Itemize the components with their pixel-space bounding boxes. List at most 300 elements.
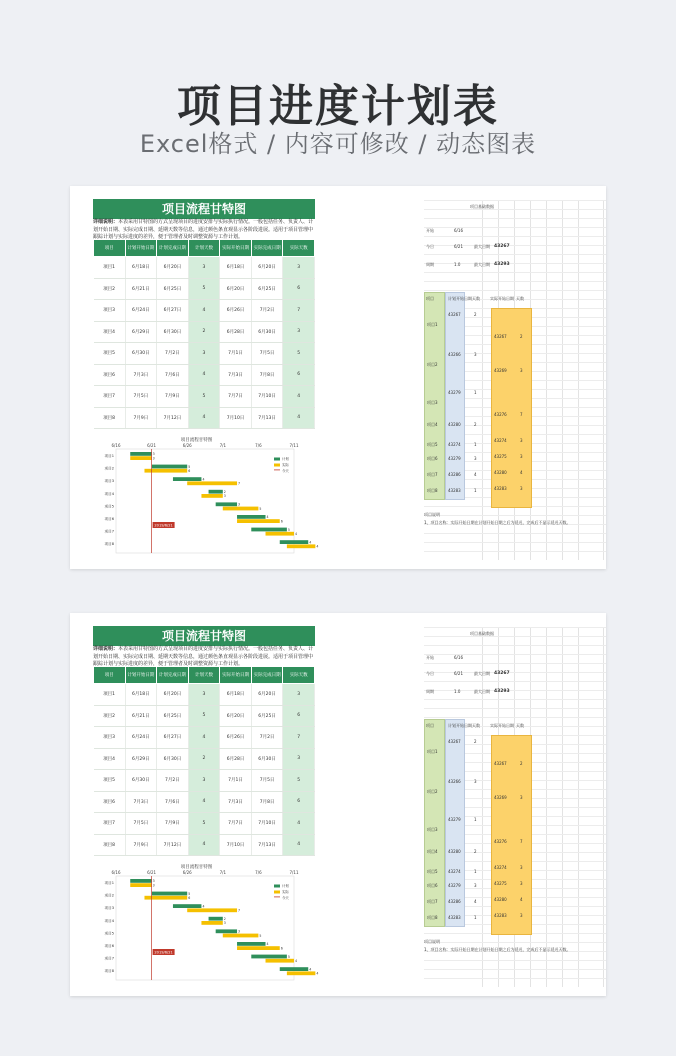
gantt-chart — [104, 436, 319, 556]
grid-line — [424, 708, 606, 709]
project-label[interactable]: 项目5 — [427, 442, 438, 447]
bar-value-label: 5 — [287, 954, 290, 959]
table-row — [94, 684, 315, 706]
grid-line — [424, 542, 606, 543]
actual-days-value[interactable]: 2 — [520, 761, 523, 766]
project-label[interactable]: 项目2 — [427, 362, 438, 367]
actual-days-value[interactable]: 3 — [520, 368, 523, 373]
max-value-2[interactable]: 43293 — [494, 262, 510, 267]
table-cell[interactable]: 7月7日 — [220, 386, 252, 408]
plan-days-value[interactable]: 4 — [474, 899, 477, 904]
today-label[interactable]: 今日 — [426, 244, 434, 249]
bar-plan — [237, 515, 265, 519]
table-cell[interactable]: 6月30日 — [125, 770, 157, 792]
table-cell[interactable]: 项目2 — [94, 278, 126, 300]
table-cell[interactable]: 项目7 — [94, 386, 126, 408]
table-cell[interactable]: 5 — [188, 705, 220, 727]
today-label: 2019/6/21 — [154, 523, 173, 528]
project-label[interactable]: 项目1 — [427, 322, 438, 327]
table-cell[interactable]: 7月7日 — [220, 813, 252, 835]
plan-start-value[interactable]: 43279 — [448, 456, 461, 461]
plan-days-value[interactable]: 2 — [474, 312, 477, 317]
table-cell[interactable]: 7月5日 — [251, 770, 283, 792]
category-label: 项目8 — [104, 542, 114, 547]
table-row — [94, 364, 315, 386]
start-value[interactable]: 6/16 — [454, 228, 463, 233]
bar-value-label: 6 — [188, 896, 191, 900]
plan-days-value[interactable]: 1 — [474, 390, 477, 395]
actual-days-value[interactable]: 3 — [520, 913, 523, 918]
right-header[interactable]: 天数 — [472, 723, 480, 728]
max-value[interactable]: 43267 — [494, 671, 510, 676]
table-cell[interactable]: 4 — [188, 834, 220, 856]
table-cell[interactable]: 6月21日 — [125, 278, 157, 300]
max-value-2[interactable]: 43293 — [494, 689, 510, 694]
plan-days-value[interactable]: 2 — [474, 739, 477, 744]
right-header[interactable]: 项目 — [426, 296, 434, 301]
today-label[interactable]: 今日 — [426, 671, 434, 676]
table-cell[interactable]: 7月9日 — [157, 386, 189, 408]
grid-line — [424, 551, 606, 552]
plan-start-value[interactable]: 43266 — [448, 352, 461, 357]
x-tick-label: 7/6 — [255, 443, 262, 448]
table-cell[interactable]: 7月3日 — [220, 791, 252, 813]
right-header[interactable]: 天数 — [516, 296, 524, 301]
note-title[interactable]: 项目说明 — [424, 939, 440, 944]
table-cell[interactable]: 5 — [188, 278, 220, 300]
start-value[interactable]: 6/16 — [454, 655, 463, 660]
plan-days-value[interactable]: 2 — [474, 422, 477, 427]
table-cell[interactable]: 4 — [283, 813, 315, 835]
legend-swatch — [274, 458, 280, 461]
table-cell[interactable]: 7月5日 — [251, 343, 283, 365]
table-cell[interactable]: 6月26日 — [220, 727, 252, 749]
table-cell[interactable]: 5 — [283, 770, 315, 792]
table-cell[interactable]: 项目8 — [94, 834, 126, 856]
table-cell[interactable]: 7月3日 — [220, 364, 252, 386]
plan-start-value[interactable]: 43274 — [448, 869, 461, 874]
table-cell[interactable]: 2 — [188, 321, 220, 343]
project-label[interactable]: 项目8 — [427, 915, 438, 920]
actual-start-value[interactable]: 43283 — [494, 913, 507, 918]
category-label: 项目3 — [104, 906, 114, 911]
table-cell[interactable]: 7月9日 — [125, 834, 157, 856]
plan-days-value[interactable]: 2 — [474, 849, 477, 854]
plan-start-value[interactable]: 43279 — [448, 883, 461, 888]
chart-title: 项目流程甘特图 — [180, 438, 213, 443]
max-label[interactable]: 最大日期 — [474, 262, 490, 267]
plan-start-value[interactable]: 43266 — [448, 779, 461, 784]
actual-start-value[interactable]: 43280 — [494, 897, 507, 902]
plan-start-value[interactable]: 43267 — [448, 739, 461, 744]
actual-start-value[interactable]: 43276 — [494, 839, 507, 844]
cycle-label[interactable]: 周期 — [426, 689, 434, 694]
grid-line — [424, 699, 606, 700]
table-cell[interactable]: 6 — [283, 791, 315, 813]
plan-days-value[interactable]: 3 — [474, 883, 477, 888]
table-cell[interactable]: 7月10日 — [220, 834, 252, 856]
table-cell[interactable]: 7月10日 — [220, 407, 252, 429]
table-row — [94, 278, 315, 300]
table-cell[interactable]: 5 — [188, 386, 220, 408]
cycle-value[interactable]: 1.0 — [454, 262, 461, 267]
table-cell[interactable]: 3 — [188, 257, 220, 279]
today-label: 2019/6/21 — [154, 950, 173, 955]
table-cell[interactable]: 7月3日 — [125, 791, 157, 813]
grid-line — [424, 969, 606, 970]
table-cell[interactable]: 7月1日 — [220, 770, 252, 792]
table-cell[interactable]: 6 — [283, 278, 315, 300]
plan-start-value[interactable]: 43286 — [448, 899, 461, 904]
bar-value-label: 5 — [188, 891, 191, 896]
table-cell[interactable]: 7月2日 — [157, 343, 189, 365]
table-cell[interactable]: 6月20日 — [220, 278, 252, 300]
table-cell[interactable]: 6月18日 — [125, 257, 157, 279]
bar-plan — [251, 528, 287, 532]
table-cell[interactable]: 6月27日 — [157, 300, 189, 322]
x-tick-label: 7/1 — [219, 443, 227, 448]
table-cell[interactable]: 5 — [188, 813, 220, 835]
right-title[interactable]: 项目基础数据 — [470, 631, 494, 636]
table-cell[interactable]: 3 — [188, 684, 220, 706]
table-cell[interactable]: 6月25日 — [157, 278, 189, 300]
plan-start-value[interactable]: 43274 — [448, 442, 461, 447]
project-label[interactable]: 项目5 — [427, 869, 438, 874]
table-cell[interactable]: 7月13日 — [251, 834, 283, 856]
table-cell[interactable]: 6月24日 — [125, 300, 157, 322]
table-cell[interactable]: 项目5 — [94, 770, 126, 792]
grid-line — [424, 663, 606, 664]
actual-start-value[interactable]: 43280 — [494, 470, 507, 475]
table-cell[interactable]: 6月25日 — [251, 705, 283, 727]
bar-value-label: 7 — [238, 481, 241, 486]
table-cell[interactable]: 7月13日 — [251, 407, 283, 429]
plan-start-value[interactable]: 43267 — [448, 312, 461, 317]
table-cell[interactable]: 4 — [188, 791, 220, 813]
actual-start-value[interactable]: 43276 — [494, 412, 507, 417]
table-row — [94, 834, 315, 856]
table-cell[interactable]: 7月3日 — [125, 364, 157, 386]
table-cell[interactable]: 6月27日 — [157, 727, 189, 749]
actual-start-value[interactable]: 43283 — [494, 486, 507, 491]
table-header-row — [94, 667, 315, 684]
table-cell[interactable]: 4 — [283, 386, 315, 408]
table-cell[interactable]: 6月25日 — [251, 278, 283, 300]
table-cell[interactable]: 7月10日 — [251, 386, 283, 408]
plan-days-value[interactable]: 1 — [474, 869, 477, 874]
actual-days-value[interactable]: 4 — [520, 470, 523, 475]
grid-line — [424, 227, 606, 228]
category-label: 项目4 — [104, 491, 114, 496]
grid-line — [424, 645, 606, 646]
bar-plan — [216, 929, 237, 933]
table-cell[interactable]: 6月30日 — [157, 748, 189, 770]
bar-actual — [187, 481, 237, 485]
bar-plan — [152, 464, 191, 469]
table-cell[interactable]: 6月30日 — [125, 343, 157, 365]
table-cell[interactable]: 6月28日 — [220, 748, 252, 770]
plan-start-value[interactable]: 43279 — [448, 817, 461, 822]
table-cell[interactable]: 7 — [283, 727, 315, 749]
actual-start-value[interactable]: 43267 — [494, 761, 507, 766]
actual-start-value[interactable]: 43275 — [494, 454, 507, 459]
table-cell[interactable]: 7月9日 — [157, 813, 189, 835]
table-cell[interactable]: 7月5日 — [125, 813, 157, 835]
table-cell[interactable]: 6月26日 — [220, 300, 252, 322]
note-text[interactable]: 1、项目名称：实际开始日期在计划开始日期之后为延迟，完成后不显示延迟天数。 — [424, 520, 571, 525]
table-row — [94, 727, 315, 749]
plan-days-value[interactable]: 1 — [474, 488, 477, 493]
grid-line — [424, 281, 606, 282]
plan-days-value[interactable]: 3 — [474, 779, 477, 784]
table-cell[interactable]: 7月9日 — [125, 407, 157, 429]
bar-value-label: 4 — [202, 477, 205, 482]
table-cell[interactable]: 4 — [283, 407, 315, 429]
table-cell[interactable]: 2 — [188, 748, 220, 770]
legend-label: 计划 — [282, 457, 289, 461]
actual-days-value[interactable]: 7 — [520, 412, 523, 417]
table-row — [94, 257, 315, 279]
table-cell[interactable]: 7月2日 — [251, 300, 283, 322]
table-cell[interactable]: 7 — [283, 300, 315, 322]
gantt-chart-svg — [104, 863, 319, 983]
actual-days-value[interactable]: 3 — [520, 795, 523, 800]
actual-days-value[interactable]: 3 — [520, 454, 523, 459]
actual-start-value[interactable]: 43267 — [494, 334, 507, 339]
right-header[interactable]: 计划开始日期 — [448, 296, 472, 301]
sheet-title: 项目流程甘特图 — [93, 199, 315, 219]
table-cell[interactable]: 4 — [188, 407, 220, 429]
plan-start-value[interactable]: 43280 — [448, 422, 461, 427]
actual-start-value[interactable]: 43275 — [494, 881, 507, 886]
actual-days-value[interactable]: 2 — [520, 334, 523, 339]
table-cell[interactable]: 6月20日 — [220, 705, 252, 727]
note-text[interactable]: 1、项目名称：实际开始日期在计划开始日期之后为延迟，完成后不显示延迟天数。 — [424, 947, 571, 952]
table-cell[interactable]: 4 — [283, 834, 315, 856]
bar-actual — [237, 519, 280, 523]
actual-start-value[interactable]: 43274 — [494, 438, 507, 443]
plan-days-value[interactable]: 3 — [474, 456, 477, 461]
table-header-row — [94, 240, 315, 257]
category-label: 项目4 — [104, 918, 114, 923]
start-label[interactable]: 开始 — [426, 228, 434, 233]
plan-days-value[interactable]: 1 — [474, 915, 477, 920]
table-cell[interactable]: 6月25日 — [157, 705, 189, 727]
column-header: 项目 — [94, 667, 126, 684]
max-value[interactable]: 43267 — [494, 244, 510, 249]
table-cell[interactable]: 6月18日 — [220, 257, 252, 279]
table-cell[interactable]: 6月21日 — [125, 705, 157, 727]
grid-line — [424, 533, 606, 534]
hero-title: 项目进度计划表 — [177, 81, 499, 132]
table-cell[interactable]: 项目6 — [94, 364, 126, 386]
plan-start-value[interactable]: 43283 — [448, 488, 461, 493]
right-header[interactable]: 实际开始日期 — [490, 296, 514, 301]
table-cell[interactable]: 项目8 — [94, 407, 126, 429]
legend-swatch — [274, 885, 280, 888]
today-value[interactable]: 6/21 — [454, 671, 463, 676]
grid-line — [424, 690, 606, 691]
table-cell[interactable]: 6月20日 — [157, 684, 189, 706]
table-row — [94, 321, 315, 343]
x-tick-label: 6/26 — [182, 443, 192, 448]
table-cell[interactable]: 项目3 — [94, 300, 126, 322]
actual-start-value[interactable]: 43269 — [494, 795, 507, 800]
table-cell[interactable]: 4 — [188, 727, 220, 749]
table-cell[interactable]: 项目4 — [94, 321, 126, 343]
table-cell[interactable]: 项目1 — [94, 257, 126, 279]
plan-days-value[interactable]: 1 — [474, 442, 477, 447]
plan-start-value[interactable]: 43279 — [448, 390, 461, 395]
actual-days-value[interactable]: 3 — [520, 438, 523, 443]
bar-value-label: 4 — [266, 515, 269, 520]
plan-days-value[interactable]: 1 — [474, 817, 477, 822]
table-cell[interactable]: 7月12日 — [157, 407, 189, 429]
table-cell[interactable]: 6 — [283, 705, 315, 727]
table-cell[interactable]: 7月10日 — [251, 813, 283, 835]
actual-days-value[interactable]: 3 — [520, 486, 523, 491]
x-tick-label: 7/11 — [289, 870, 299, 875]
column-header: 实际开始日期 — [220, 240, 252, 257]
table-cell[interactable]: 6月28日 — [220, 321, 252, 343]
right-data-sheet — [424, 627, 606, 987]
table-cell[interactable]: 7月1日 — [220, 343, 252, 365]
right-header[interactable]: 项目 — [426, 723, 434, 728]
table-cell[interactable]: 7月8日 — [251, 364, 283, 386]
table-cell[interactable]: 3 — [283, 748, 315, 770]
bar-plan — [152, 891, 191, 896]
table-cell[interactable]: 3 — [283, 257, 315, 279]
plan-start-value[interactable]: 43286 — [448, 472, 461, 477]
table-cell[interactable]: 6月20日 — [251, 684, 283, 706]
right-title[interactable]: 项目基础数据 — [470, 204, 494, 209]
legend-label: 实际 — [282, 463, 289, 467]
category-label: 项目3 — [104, 479, 114, 484]
plot-area — [116, 449, 294, 553]
table-cell[interactable]: 7月6日 — [157, 791, 189, 813]
table-cell[interactable]: 6月20日 — [251, 257, 283, 279]
table-cell[interactable]: 6 — [283, 364, 315, 386]
legend-swatch — [274, 464, 280, 467]
max-label[interactable]: 最大日期 — [474, 671, 490, 676]
project-label[interactable]: 项目4 — [427, 849, 438, 854]
table-cell[interactable]: 7月6日 — [157, 364, 189, 386]
table-cell[interactable]: 6月20日 — [157, 257, 189, 279]
table-cell[interactable]: 6月24日 — [125, 727, 157, 749]
cycle-label[interactable]: 周期 — [426, 262, 434, 267]
table-cell[interactable]: 7月2日 — [157, 770, 189, 792]
project-label[interactable]: 项目1 — [427, 749, 438, 754]
table-cell[interactable]: 项目4 — [94, 748, 126, 770]
bar-value-label: 5 — [188, 464, 191, 469]
actual-start-value[interactable]: 43274 — [494, 865, 507, 870]
max-label[interactable]: 最大日期 — [474, 689, 490, 694]
project-label[interactable]: 项目7 — [427, 899, 438, 904]
table-cell[interactable]: 7月2日 — [251, 727, 283, 749]
actual-days-value[interactable]: 7 — [520, 839, 523, 844]
table-cell[interactable]: 3 — [188, 770, 220, 792]
project-label[interactable]: 项目7 — [427, 472, 438, 477]
table-cell[interactable]: 项目7 — [94, 813, 126, 835]
actual-days-value[interactable]: 3 — [520, 865, 523, 870]
table-cell[interactable]: 3 — [188, 343, 220, 365]
sheet-title: 项目流程甘特图 — [93, 626, 315, 646]
column-header: 实际天数 — [283, 240, 315, 257]
project-label[interactable]: 项目3 — [427, 827, 438, 832]
grid-line — [424, 254, 606, 255]
bar-plan — [237, 942, 265, 946]
table-cell[interactable]: 项目5 — [94, 343, 126, 365]
cycle-value[interactable]: 1.0 — [454, 689, 461, 694]
table-cell[interactable]: 项目2 — [94, 705, 126, 727]
grid-line — [424, 636, 606, 637]
right-header[interactable]: 计划开始日期 — [448, 723, 472, 728]
actual-days-value[interactable]: 3 — [520, 881, 523, 886]
table-cell[interactable]: 7月5日 — [125, 386, 157, 408]
category-label: 项目6 — [104, 517, 114, 521]
table-cell[interactable]: 6月18日 — [125, 684, 157, 706]
project-label[interactable]: 项目6 — [427, 883, 438, 888]
table-cell[interactable]: 5 — [283, 343, 315, 365]
table-cell[interactable]: 7月12日 — [157, 834, 189, 856]
plan-start-value[interactable]: 43280 — [448, 849, 461, 854]
max-label[interactable]: 最大日期 — [474, 244, 490, 249]
bar-plan — [209, 917, 223, 921]
table-cell[interactable]: 项目6 — [94, 791, 126, 813]
table-cell[interactable]: 3 — [283, 684, 315, 706]
table-cell[interactable]: 7月8日 — [251, 791, 283, 813]
table-cell[interactable]: 6月30日 — [251, 321, 283, 343]
project-label[interactable]: 项目2 — [427, 789, 438, 794]
plan-start-value[interactable]: 43283 — [448, 915, 461, 920]
project-label[interactable]: 项目6 — [427, 456, 438, 461]
bar-actual — [223, 506, 262, 511]
note-title[interactable]: 项目说明 — [424, 512, 440, 517]
table-cell[interactable]: 6月18日 — [220, 684, 252, 706]
plan-days-value[interactable]: 4 — [474, 472, 477, 477]
table-cell[interactable]: 3 — [283, 321, 315, 343]
actual-start-value[interactable]: 43269 — [494, 368, 507, 373]
grid-line — [424, 236, 606, 237]
table-cell[interactable]: 项目1 — [94, 684, 126, 706]
today-value[interactable]: 6/21 — [454, 244, 463, 249]
actual-days-value[interactable]: 4 — [520, 897, 523, 902]
project-label[interactable]: 项目4 — [427, 422, 438, 427]
table-cell[interactable]: 4 — [188, 364, 220, 386]
project-label[interactable]: 项目8 — [427, 488, 438, 493]
bar-plan — [173, 904, 201, 908]
hero-subtitle: Excel格式 / 内容可修改 / 动态图表 — [139, 130, 537, 158]
legend-swatch — [274, 891, 280, 894]
table-cell[interactable]: 6月30日 — [157, 321, 189, 343]
bar-actual — [266, 959, 294, 963]
table-cell[interactable]: 6月29日 — [125, 748, 157, 770]
project-label[interactable]: 项目3 — [427, 400, 438, 405]
start-label[interactable]: 开始 — [426, 655, 434, 660]
grid-line — [424, 654, 606, 655]
table-cell[interactable]: 4 — [188, 300, 220, 322]
table-cell[interactable]: 6月29日 — [125, 321, 157, 343]
bar-value-label: 4 — [202, 904, 205, 909]
table-cell[interactable]: 项目3 — [94, 727, 126, 749]
grid-line — [424, 515, 606, 516]
plan-days-value[interactable]: 3 — [474, 352, 477, 357]
table-row — [94, 705, 315, 727]
right-header[interactable]: 天数 — [516, 723, 524, 728]
right-header[interactable]: 实际开始日期 — [490, 723, 514, 728]
table-cell[interactable]: 6月30日 — [251, 748, 283, 770]
right-header[interactable]: 天数 — [472, 296, 480, 301]
